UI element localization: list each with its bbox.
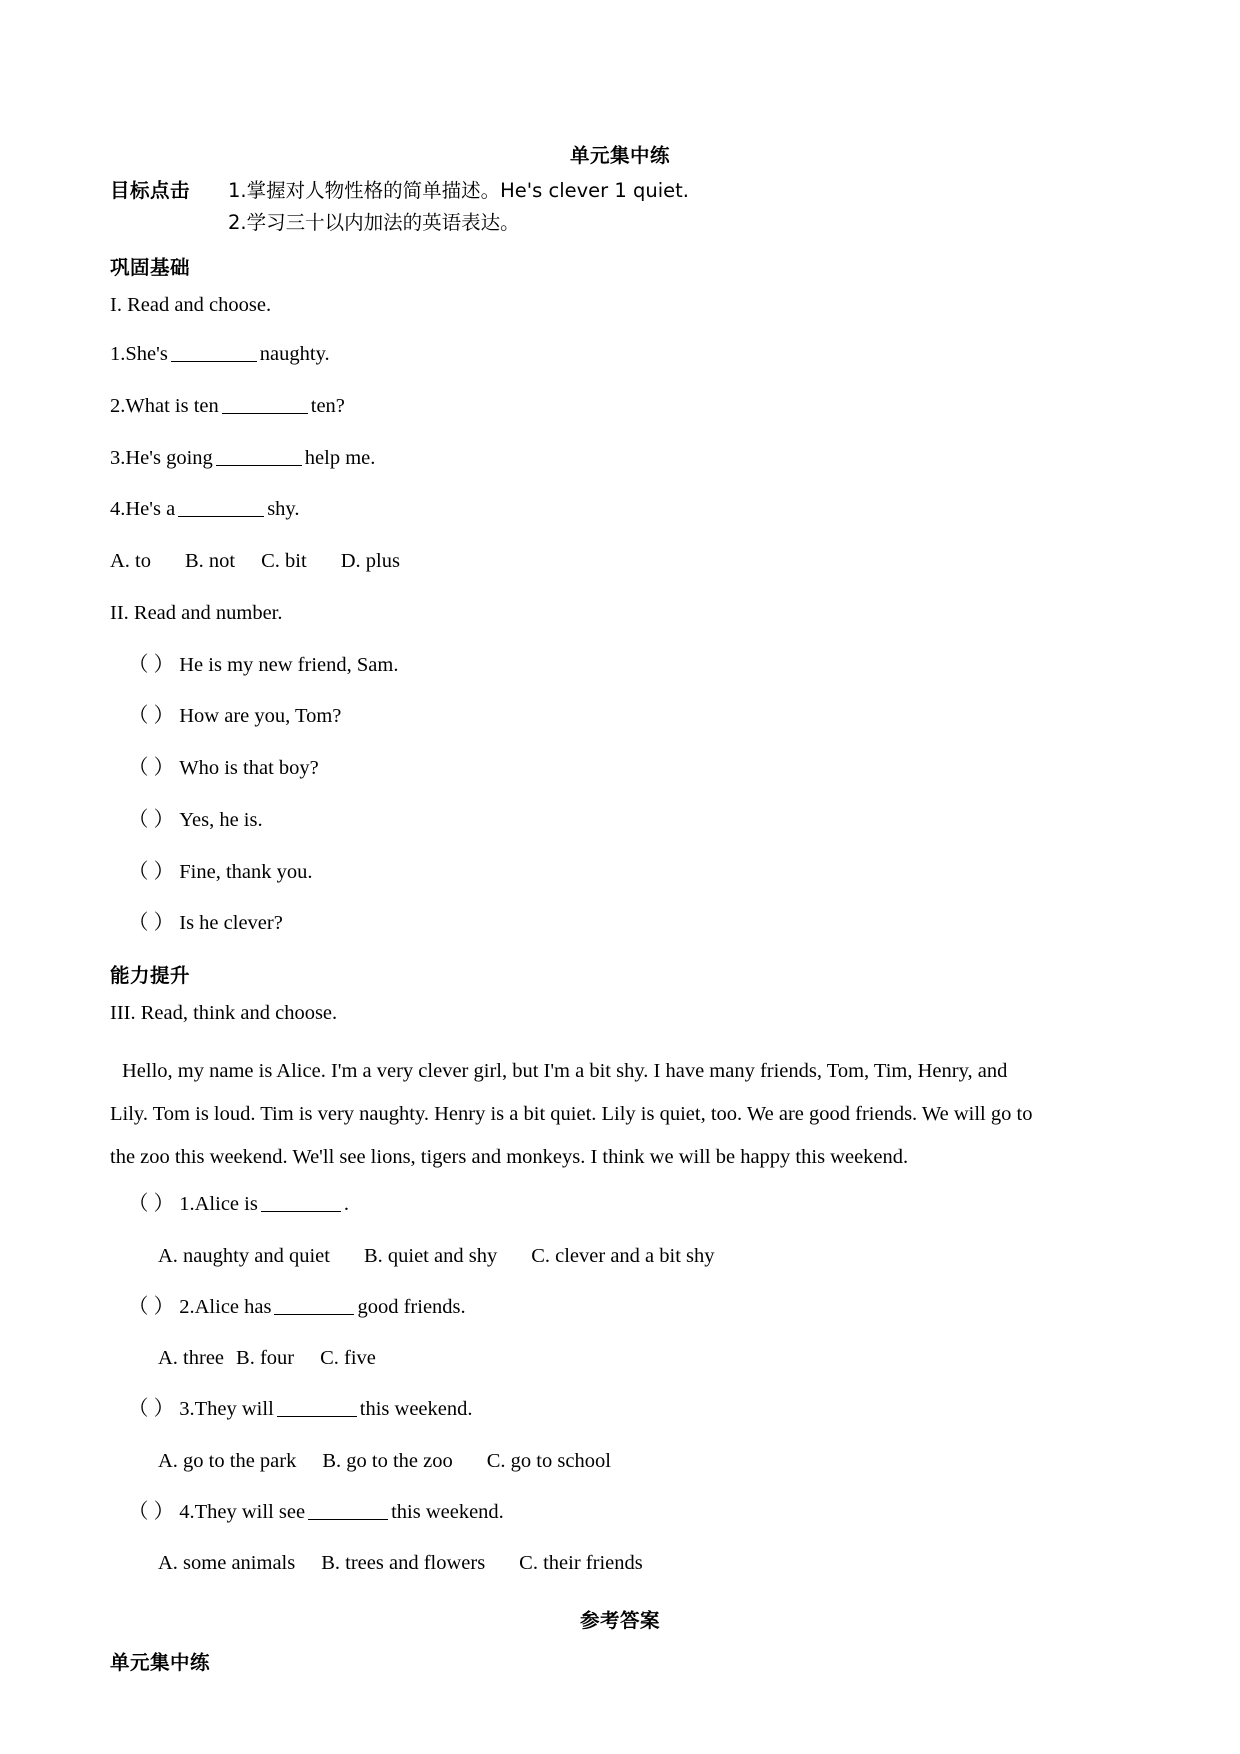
choice-a[interactable]: A. to [110,550,151,573]
page-title: 单元集中练 [569,144,670,167]
objective-item-2: 2.学习三十以内加法的英语表达。 [228,211,520,235]
answer-blank[interactable] [274,1314,354,1315]
choice-c[interactable]: C. bit [261,550,307,573]
question-2-prefix: 2.What is ten [110,394,219,417]
question-prefix: 2.Alice has [179,1295,272,1318]
option-b[interactable]: B. trees and flowers [321,1552,486,1575]
part-one-question-2 [110,391,1130,422]
part-three-q2-options [110,1343,1130,1374]
answer-box[interactable]: （ ） [128,1398,175,1421]
question-suffix: good friends. [357,1295,466,1318]
part-three-q3-options [110,1446,1130,1477]
answer-blank[interactable] [308,1519,388,1520]
passage-text: Hello, my name is Alice. I'm a very clever girl, but I'm a bit shy. I have many friends, Tom, Tim, Henry, and [122,1059,1008,1082]
objective-row-2 [110,208,1130,238]
question-1-prefix: 1.She's [110,343,168,366]
question-prefix: 3.They will [179,1398,274,1421]
objective-item-1: 1.掌握对人物性格的简单描述。He's clever 1 quiet. [228,179,689,202]
answer-blank[interactable] [178,516,264,517]
answer-blank[interactable] [216,465,302,466]
passage-line-2: Lily. Tom is loud. Tim is very naughty. Henry is a bit quiet. Lily is quiet, too. We are good friends. We will go to [110,1102,1033,1125]
choice-d[interactable]: D. plus [340,550,400,573]
question-4-suffix: shy. [267,498,300,521]
reading-passage [110,1050,1130,1179]
part-one-question-4 [110,494,1130,525]
section-heading-basics: 巩固基础 [110,256,191,280]
answer-blank[interactable] [261,1211,341,1212]
objectives-label: 目标点击 [110,179,191,202]
part-two-item-1 [110,650,1130,681]
question-prefix: 1.Alice is [179,1193,258,1216]
option-a[interactable]: A. some animals [158,1552,296,1575]
part-three-question-2 [110,1292,1130,1323]
option-b[interactable]: B. four [236,1347,295,1370]
number-box[interactable]: （ ） [128,912,175,935]
answer-box[interactable]: （ ） [128,1295,175,1318]
option-c[interactable]: C. go to school [486,1449,611,1472]
part-two-item-4 [110,805,1130,836]
number-box[interactable]: （ ） [128,653,175,676]
answer-blank[interactable] [222,413,308,414]
part-two-item-6 [110,908,1130,939]
part-three-q1-options [110,1241,1130,1272]
section-heading-ability: 能力提升 [110,964,191,988]
part-one-title: I. Read and choose. [110,294,272,317]
part-two-item-2 [110,701,1130,732]
option-a[interactable]: A. three [158,1347,225,1370]
item-text: Yes, he is. [179,808,263,831]
part-two-item-5 [110,857,1130,888]
part-one-question-3 [110,443,1130,474]
answer-blank[interactable] [171,361,257,362]
answer-box[interactable]: （ ） [128,1500,175,1523]
number-box[interactable]: （ ） [128,705,175,728]
question-4-prefix: 4.He's a [110,498,176,521]
option-a[interactable]: A. go to the park [158,1449,297,1472]
part-one-choices [110,546,1130,577]
number-box[interactable]: （ ） [128,808,175,831]
passage-line-3: the zoo this weekend. We'll see lions, tigers and monkeys. I think we will be happy this weekend. [110,1146,909,1169]
question-prefix: 4.They will see [179,1500,306,1523]
passage-line-1 [110,1050,1130,1093]
number-box[interactable]: （ ） [128,860,175,883]
option-b[interactable]: B. go to the zoo [322,1449,453,1472]
part-three-question-1 [110,1189,1130,1220]
objective-row-1 [110,176,1130,206]
part-three-question-3 [110,1394,1130,1425]
part-three-question-4 [110,1497,1130,1528]
answer-box[interactable]: （ ） [128,1193,175,1216]
part-two-item-3 [110,753,1130,784]
part-three-q4-options [110,1548,1130,1579]
option-a[interactable]: A. naughty and quiet [158,1244,330,1267]
item-text: Fine, thank you. [179,860,313,883]
answers-section-heading: 单元集中练 [110,1651,211,1675]
question-suffix: this weekend. [391,1500,504,1523]
choice-b[interactable]: B. not [185,550,236,573]
part-one-question-1 [110,339,1130,370]
item-text: Is he clever? [179,912,283,935]
option-b[interactable]: B. quiet and shy [363,1244,498,1267]
question-3-suffix: help me. [304,446,376,469]
answer-blank[interactable] [277,1416,357,1417]
item-text: How are you, Tom? [179,705,342,728]
part-three-title: III. Read, think and choose. [110,1002,338,1025]
item-text: Who is that boy? [179,757,319,780]
question-3-prefix: 3.He's going [110,446,213,469]
question-suffix: . [343,1193,349,1216]
answers-title: 参考答案 [579,1609,660,1633]
number-box[interactable]: （ ） [128,757,175,780]
item-text: He is my new friend, Sam. [179,653,399,676]
part-two-title: II. Read and number. [110,601,283,624]
option-c[interactable]: C. clever and a bit shy [531,1244,715,1267]
option-c[interactable]: C. their friends [519,1552,643,1575]
question-suffix: this weekend. [359,1398,473,1421]
option-c[interactable]: C. five [320,1347,376,1370]
question-2-suffix: ten? [310,394,345,417]
question-1-suffix: naughty. [259,343,330,366]
